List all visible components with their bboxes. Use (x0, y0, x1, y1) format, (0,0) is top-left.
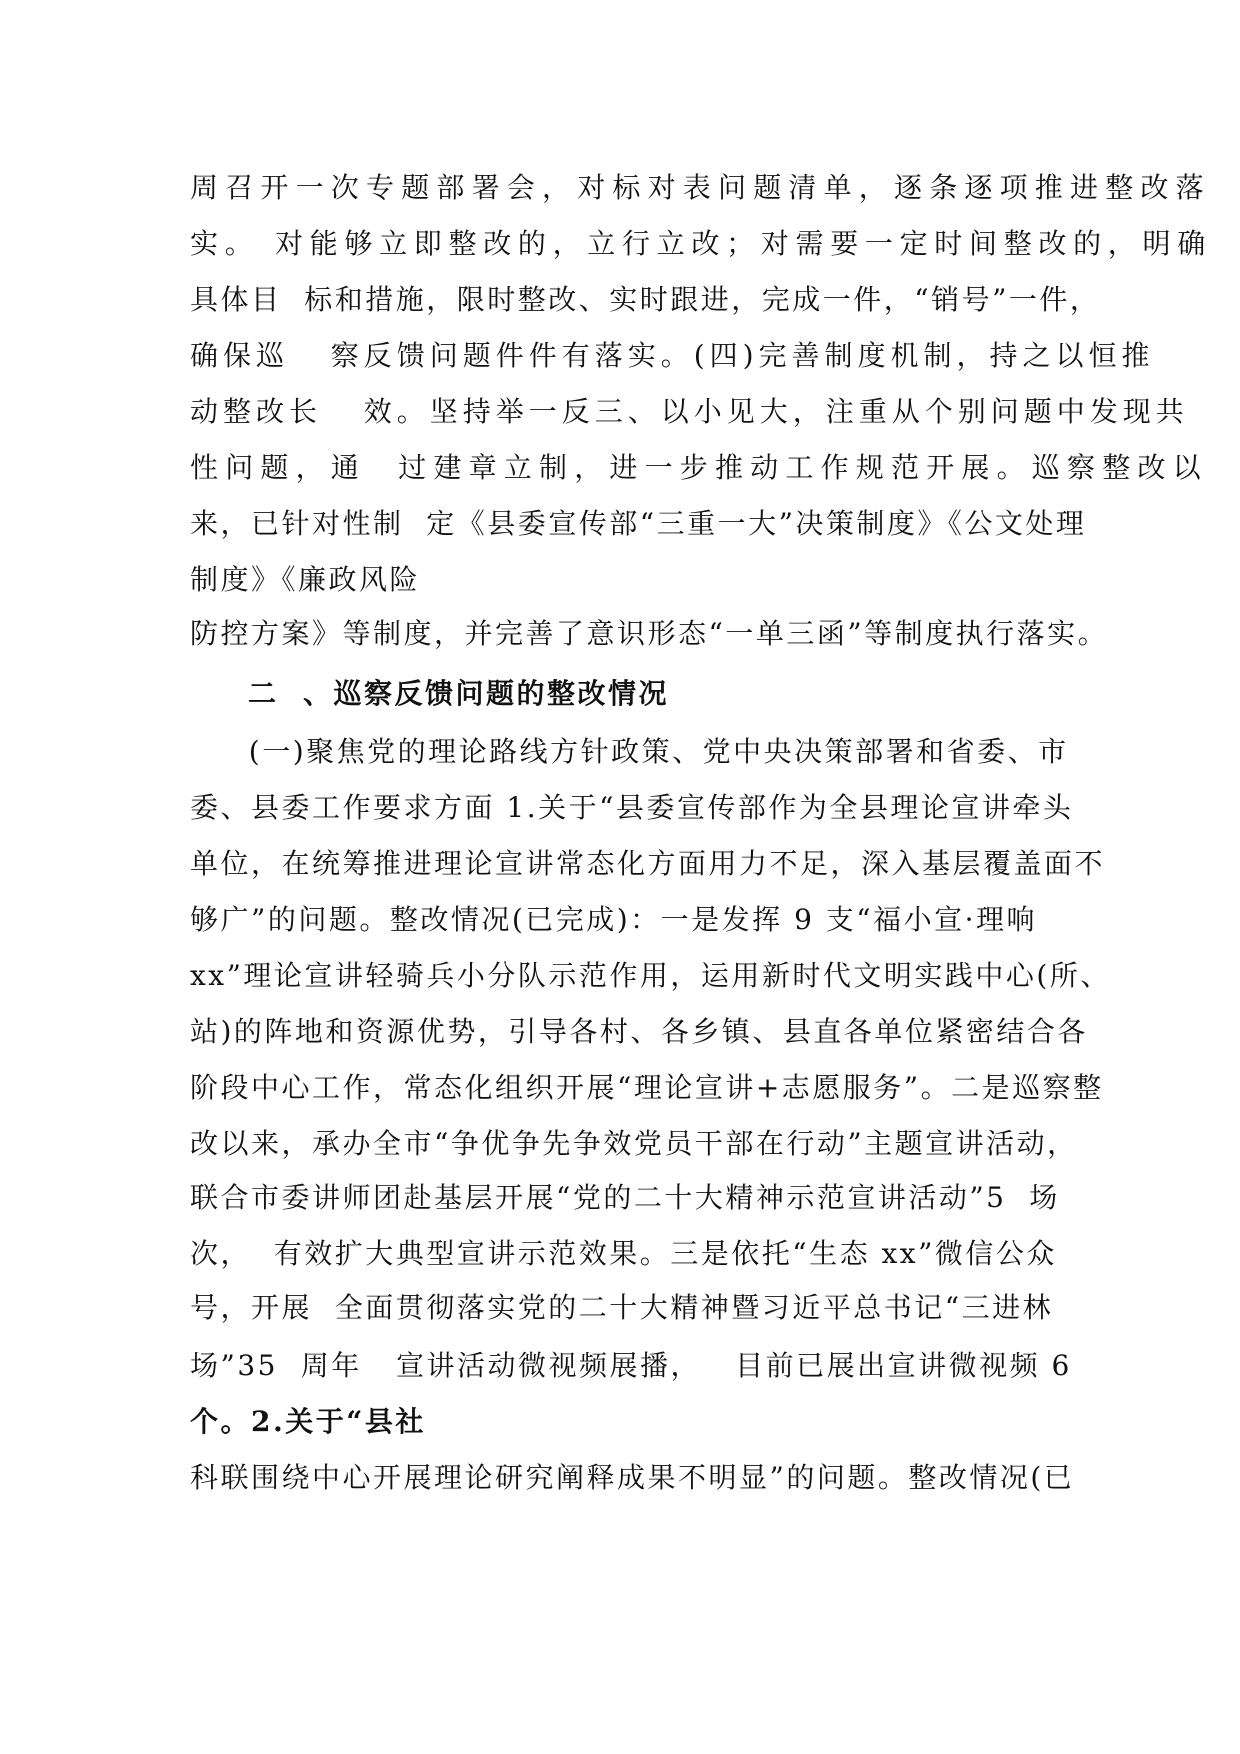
text-line: 阶段中心工作，常态化组织开展“理论宣讲+志愿服务”。二是巡察整 (190, 1071, 1104, 1104)
text-line: 次， 有效扩大典型宣讲示范效果。三是依托“生态 xx”微信公众 (190, 1237, 1057, 1270)
text-line: 防控方案》等制度，并完善了意识形态“一单三函”等制度执行落实。 (190, 617, 1109, 650)
text-line: 号，开展 全面贯彻落实党的二十大精神暨习近平总书记“三进林 (190, 1291, 1054, 1324)
text-line: 站)的阵地和资源优势，引导各村、各乡镇、县直各单位紧密结合各 (190, 1015, 1088, 1048)
text-line: 周召开一次专题部署会，对标对表问题清单，逐条逐项推进整改落 (190, 171, 1211, 204)
text-line: 实。 对能够立即整改的，立行立改；对需要一定时间整改的，明确 (190, 227, 1212, 260)
text-line: 来，已针对性制 定《县委宣传部“三重一大”决策制度》《公文处理 (190, 507, 1087, 540)
text-line: 科联围绕中心开展理论研究阐释成果不明显”的问题。整改情况(已 (190, 1461, 1075, 1494)
text-line: 确保巡 察反馈问题件件有落实。(四)完善制度机制，持之以恒推 (190, 339, 1155, 372)
text-line: 个。2.关于“县社 (190, 1405, 426, 1438)
text-line: 委、县委工作要求方面 1.关于“县委宣传部作为全县理论宣讲牵头 (190, 791, 1074, 824)
section-heading: 二 、巡察反馈问题的整改情况 (248, 677, 669, 710)
text-line: 具体目 标和措施，限时整改、实时跟进，完成一件，“销号”一件， (190, 283, 1101, 316)
text-line: 制度》《廉政风险 (190, 563, 421, 596)
text-line: xx”理论宣讲轻骑兵小分队示范作用，运用新时代文明实践中心(所、 (190, 959, 1111, 992)
text-line: 性问题，通 过建章立制，进一步推动工作规范开展。巡察整改以 (190, 451, 1208, 484)
text-line: (一)聚焦党的理论路线方针政策、党中央决策部署和省委、市 (226, 735, 1069, 768)
text-line: 够广”的问题。整改情况(已完成)：一是发挥 9 支“福小宣·理响 (190, 903, 1037, 936)
text-line: 动整改长 效。坚持举一反三、以小见大，注重从个别问题中发现共 (190, 395, 1189, 428)
text-line: 单位，在统筹推进理论宣讲常态化方面用力不足，深入基层覆盖面不 (190, 847, 1106, 880)
text-line: 改以来，承办全市“争优争先争效党员干部在行动”主题宣讲活动， (190, 1127, 1078, 1160)
text-line: 联合市委讲师团赴基层开展“党的二十大精神示范宣讲活动”5 场 (190, 1181, 1060, 1214)
text-line: 场”35 周年 宣讲活动微视频展播， 目前已展出宣讲微视频 6 (190, 1349, 1072, 1382)
